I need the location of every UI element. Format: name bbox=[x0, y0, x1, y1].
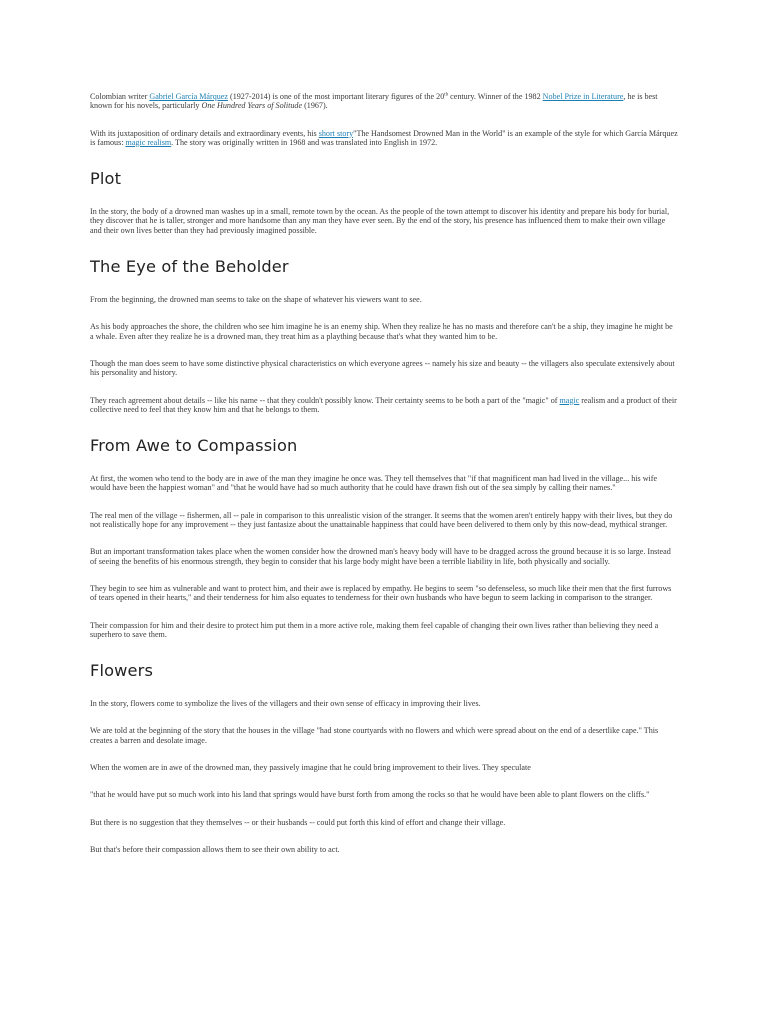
awe-paragraph-5: Their compassion for him and their desire to protect him put them in a more active role, making them feel capable of changing their own lives rather than believing they need a superhero to save them. bbox=[90, 620, 659, 639]
flowers-paragraph-1: In the story, flowers come to symbolize the lives of the villagers and their own sense of efficacy in improving their lives. bbox=[90, 699, 481, 709]
novel-title: One Hundred Years of Solitude bbox=[201, 101, 303, 111]
eye-paragraph-1: From the beginning, the drowned man seems to take on the shape of whatever his viewers want to see. bbox=[90, 295, 422, 305]
flowers-paragraph-6: But that's before their compassion allows them to see their own ability to act. bbox=[90, 844, 340, 854]
awe-paragraph-4: They begin to see him as vulnerable and want to protect him, and their awe is replaced by empathy. He begins to seem "so defenseless, so much like their men that the first furrows of tears opened in their hearts," and their tenderness for him also equates to tenderness for their own husbands who have begun to seem lacking in comparison to the stranger. bbox=[90, 583, 672, 603]
awe-paragraph-2: The real men of the village -- fishermen, all -- pale in comparison to this unrealistic vision of the stranger. It seems that the women aren't entirely happy with their lives, but they do not realistically hope for any improvement -- they just fantasize about the unattainable happiness that could have been delivered to them only by this now-dead, mythical stranger. bbox=[90, 510, 673, 530]
heading-plot: Plot bbox=[90, 169, 122, 189]
link-short-story[interactable]: short story bbox=[318, 128, 354, 138]
article bbox=[90, 92, 678, 854]
link-magic[interactable]: magic bbox=[559, 395, 580, 405]
intro-paragraph-1: Colombian writer Gabriel García Márquez (1927-2014) is one of the most important literary figures of the 20th century. Winner of the 1982 Nobel Prize in Literature, he is best known for his novels, particularly One Hundred Years of Solitude (1967). bbox=[90, 92, 658, 111]
link-gabriel-garcia-marquez[interactable]: Gabriel García Márquez bbox=[149, 92, 228, 101]
heading-from-awe-to-compassion: From Awe to Compassion bbox=[90, 436, 298, 456]
flowers-paragraph-5: But there is no suggestion that they themselves -- or their husbands -- could put forth this kind of effort and change their village. bbox=[90, 817, 506, 827]
eye-paragraph-2: As his body approaches the shore, the children who see him imagine he is an enemy ship. When they realize he has no masts and therefore can't be a ship, they imagine he might be a whale. Even after they realize he is a drowned man, they treat him as a plaything because that's what they wanted him to be. bbox=[90, 322, 673, 341]
link-nobel-prize[interactable]: Nobel Prize in Literature bbox=[542, 92, 624, 101]
eye-paragraph-3: Though the man does seem to have some distinctive physical characteristics on which everyone agrees -- namely his size and beauty -- the villagers also speculate extensively about his personality and history. bbox=[90, 358, 675, 378]
flowers-paragraph-2: We are told at the beginning of the story that the houses in the village "had stone courtyards with no flowers and which were spread about on the end of a desertlike cape." This creates a barren and desolate image. bbox=[90, 726, 659, 745]
eye-paragraph-4: They reach agreement about details -- like his name -- that they couldn't possibly know. Their certainty seems to be both a part of the "magic" of magic realism and a product of their collective need to feel that they know him and that he belongs to them. bbox=[90, 395, 677, 414]
intro-paragraph-2: With its juxtaposition of ordinary details and extraordinary events, his short story"The Handsomest Drowned Man in the World" is an example of the style for which García Márquez is famous: magic realism. The story was originally written in 1968 and was translated into English in 1972. bbox=[90, 128, 678, 147]
awe-paragraph-3: But an important transformation takes place when the women consider how the drowned man's heavy body will have to be dragged across the ground because it is so large. Instead of seeing the benefits of his enormous strength, they begin to consider that his large body might have been a terrible liability in life, both physically and socially. bbox=[90, 547, 671, 566]
flowers-paragraph-3: When the women are in awe of the drowned man, they passively imagine that he could bring improvement to their lives. They speculate bbox=[90, 763, 531, 773]
heading-flowers: Flowers bbox=[90, 661, 154, 681]
heading-eye-of-the-beholder: The Eye of the Beholder bbox=[90, 257, 289, 277]
flowers-paragraph-4: "that he would have put so much work into his land that springs would have burst forth from among the rocks so that he would have been able to plant flowers on the cliffs." bbox=[90, 790, 650, 800]
awe-paragraph-1: At first, the women who tend to the body are in awe of the man they imagine he once was. They tell themselves that "if that magnificent man had lived in the village... his wife would have been the happiest woman" and "that he would have had so much authority that he could have drawn fish out of the sea simply by calling their names." bbox=[90, 474, 658, 493]
link-magic-realism[interactable]: magic realism bbox=[125, 137, 172, 147]
plot-paragraph-1: In the story, the body of a drowned man washes up in a small, remote town by the ocean. As the people of the town attempt to discover his identity and prepare his body for burial, they discover that he is taller, stronger and more handsome than any man they have ever seen. By the end of the story, his presence has influenced them to make their own village and their own lives better than they had previously imagined possible. bbox=[90, 207, 670, 235]
